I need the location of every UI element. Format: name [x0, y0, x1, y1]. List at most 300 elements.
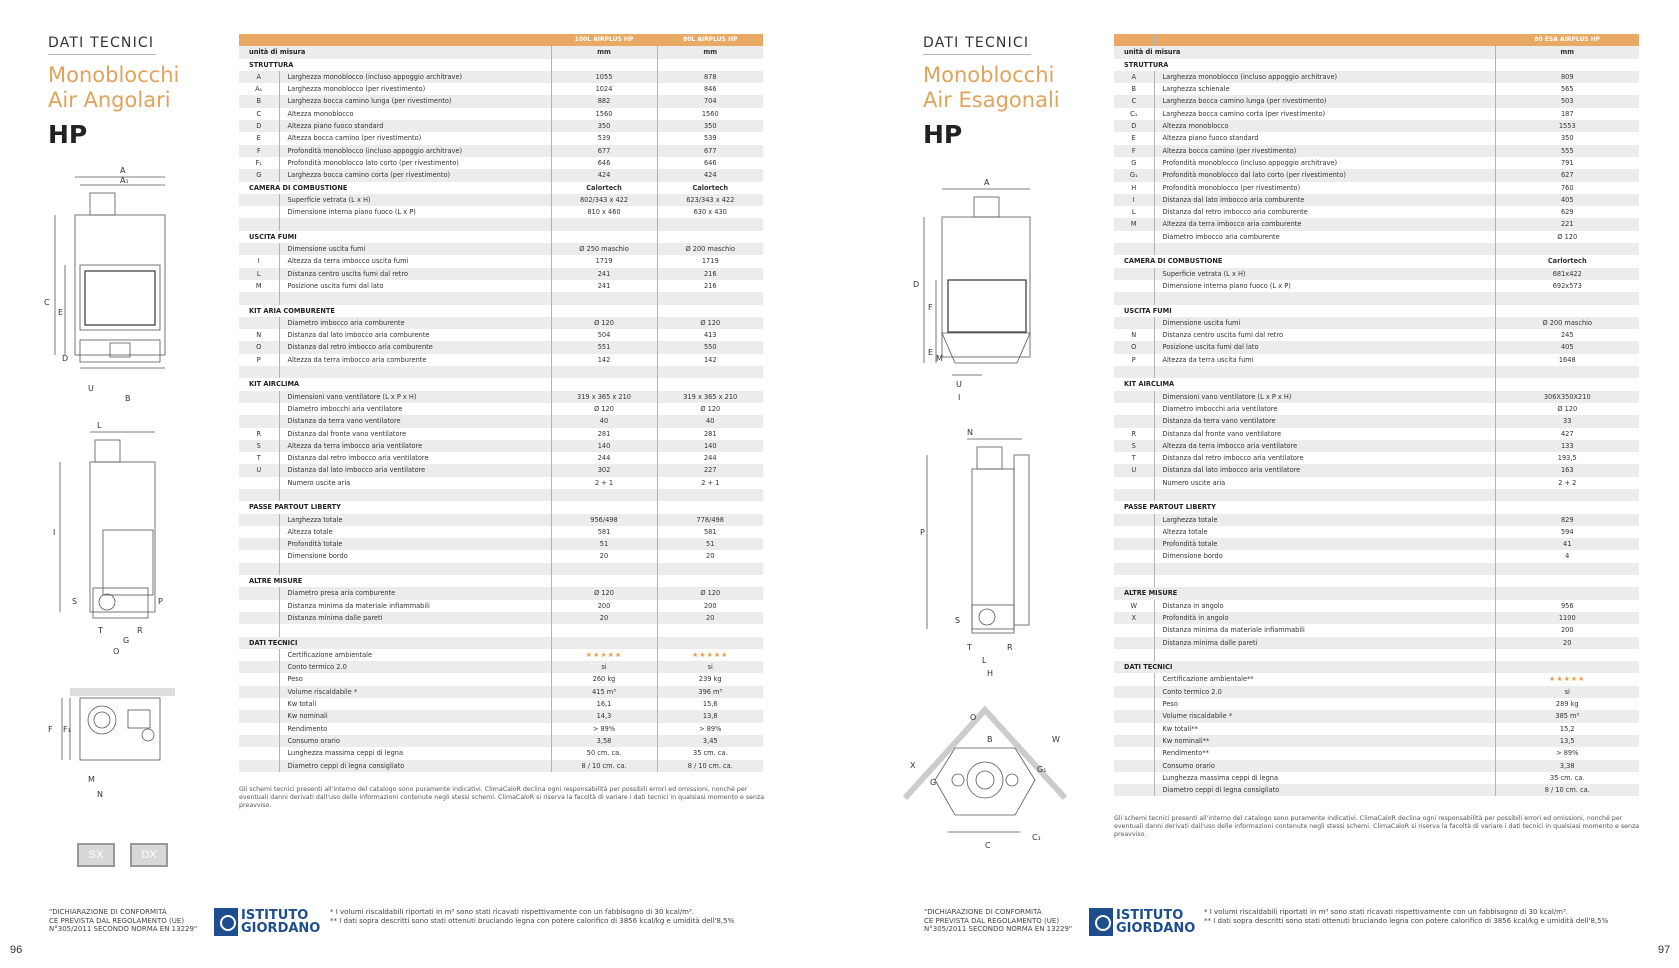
value-cell [1495, 587, 1639, 599]
value-cell [551, 637, 657, 649]
row-label: Larghezza totale [279, 514, 551, 526]
row-label: Altezza da terra imbocco aria comburente [279, 354, 551, 366]
logo-text-2: GIORDANO [1116, 921, 1196, 936]
dimension-key [239, 698, 279, 710]
table-row [239, 218, 763, 230]
row-label: Dimensione bordo [1154, 550, 1495, 562]
row-label: Distanza dal lato imbocco aria comburente [1154, 194, 1495, 206]
dimension-key [1114, 575, 1154, 587]
row-label: Altezza da terra imbocco aria ventilatore [279, 440, 551, 452]
dimension-key: N [239, 329, 279, 341]
dimension-key: D [1114, 120, 1154, 132]
table-row [1114, 391, 1639, 403]
value-cell [657, 231, 763, 243]
dim-label: O [970, 713, 977, 722]
dimension-key: U [239, 464, 279, 476]
dimension-key [1114, 268, 1154, 280]
row-label: Profondità monoblocco (incluso appoggio architrave) [1154, 157, 1495, 169]
row-label: Altezza monoblocco [279, 108, 551, 120]
value-cell: 35 cm. ca. [1550, 773, 1585, 782]
row-label: Profondità totale [1154, 538, 1495, 550]
row-label: Distanza minima da materiale infiammabili [1154, 624, 1495, 636]
table-row [239, 661, 763, 673]
dimension-key [1114, 637, 1154, 649]
section-label: ALTRE MISURE [1114, 587, 1495, 599]
value-cell: 1719 [701, 257, 719, 266]
row-label: Distanza dal lato imbocco aria comburente [279, 329, 551, 341]
value-cell: 2 + 2 [1558, 478, 1577, 487]
row-label: Distanza dal fronte vano ventilatore [279, 428, 551, 440]
value-cell: 504 [551, 329, 657, 341]
dimension-key: L [239, 268, 279, 280]
section-row [239, 575, 763, 587]
dimension-key [1114, 686, 1154, 698]
row-label: Conto termico 2.0 [279, 661, 551, 673]
row-label: Dimensione bordo [279, 550, 551, 562]
dim-label: G [930, 778, 937, 787]
dimension-key [1114, 760, 1154, 772]
dim-label: C [44, 298, 50, 307]
section-label: USCITA FUMI [1114, 305, 1495, 317]
value-cell: 241 [551, 280, 657, 292]
value-cell: 551 [551, 341, 657, 353]
logo-mark-icon [214, 908, 238, 936]
dimension-key: I [1114, 194, 1154, 206]
row-label: Peso [1154, 698, 1495, 710]
value-cell: 565 [1560, 85, 1574, 94]
section-label: DATI TECNICI [1114, 661, 1495, 673]
row-label: Distanza in angolo [1154, 600, 1495, 612]
value-cell: 427 [1560, 429, 1574, 438]
value-cell [657, 366, 763, 378]
value-cell: 1719 [551, 255, 657, 267]
dimension-key: O [239, 341, 279, 353]
dim-label: N [967, 428, 973, 437]
table-row [1114, 132, 1639, 144]
logo-text-1: ISTITUTO [1116, 908, 1184, 923]
dimension-key [1114, 317, 1154, 329]
logo-text-1: ISTITUTO [241, 908, 309, 923]
value-cell: 627 [1495, 169, 1639, 181]
dimension-key: D [239, 120, 279, 132]
table-row [239, 760, 763, 772]
value-cell [551, 489, 657, 501]
dim-label: N [97, 790, 103, 799]
row-label: Larghezza bocca camino lunga (per rivestimento) [279, 95, 551, 107]
model-title: HP [923, 120, 963, 149]
value-cell: 216 [703, 281, 717, 290]
row-label: Diametro imbocchi aria ventilatore [279, 403, 551, 415]
value-cell: 2 + 1 [551, 477, 657, 489]
row-label: Profondità monoblocco lato corto (per rivestimento) [279, 157, 551, 169]
row-label: Numero uscite aria [1154, 477, 1495, 489]
value-cell: 193,5 [1557, 454, 1577, 463]
dimension-key [1114, 698, 1154, 710]
table-row [1114, 477, 1639, 489]
dimension-key: F [1114, 145, 1154, 157]
section-heading: DATI TECNICI [48, 35, 156, 55]
column-header: 80 ESA AIRPLUS HP [1495, 34, 1639, 46]
table-row [239, 686, 763, 698]
value-cell: 778/498 [657, 514, 763, 526]
dim-label: G₁ [1037, 765, 1047, 774]
table-row [239, 428, 763, 440]
row-label: Distanza minima dalle pareti [1154, 637, 1495, 649]
value-cell: Ø 200 maschio [1495, 317, 1639, 329]
row-label: Altezza bocca camino (per rivestimento) [279, 132, 551, 144]
value-cell: 692x573 [1552, 281, 1582, 290]
dim-label: X [910, 761, 916, 770]
value-cell: mm [551, 46, 657, 58]
section-label: unità di misura [239, 46, 551, 58]
row-label: Superficie vetrata (L x H) [279, 194, 551, 206]
row-label: Consumo orario [279, 735, 551, 747]
table-row [1114, 784, 1639, 796]
section-label: STRUTTURA [1114, 59, 1495, 71]
dim-label: H [987, 669, 994, 678]
row-label: Volume riscaldabile * [279, 686, 551, 698]
row-label: Diametro ceppi di legna consigliato [279, 760, 551, 772]
value-cell: 20 [551, 550, 657, 562]
row-label: Profondità monoblocco (incluso appoggio architrave) [279, 145, 551, 157]
dimension-key [239, 587, 279, 599]
dimension-key [1114, 710, 1154, 722]
dimension-key: C [239, 108, 279, 120]
section-row [239, 501, 763, 513]
value-cell: 424 [551, 169, 657, 181]
table-row [1114, 145, 1639, 157]
value-cell: Ø 120 [700, 404, 721, 413]
table-row [1114, 341, 1639, 353]
dim-label: L [982, 656, 987, 665]
value-cell: 51 [551, 538, 657, 550]
dimension-key [239, 415, 279, 427]
dimension-key [239, 403, 279, 415]
value-cell: 20 [551, 612, 657, 624]
row-label: Lunghezza massima ceppi di legna [279, 747, 551, 759]
front-view-drawing [912, 175, 1042, 410]
sx-button[interactable]: SX [77, 843, 115, 867]
table-row [1114, 366, 1639, 378]
dim-label: R [1007, 643, 1013, 652]
value-cell: 550 [657, 341, 763, 353]
value-cell: 956/498 [551, 514, 657, 526]
value-cell: 40 [657, 415, 763, 427]
table-row [1114, 710, 1639, 722]
dimension-key [239, 292, 279, 304]
dimension-key [239, 538, 279, 550]
dim-label: F [928, 303, 933, 312]
table-row [1114, 600, 1639, 612]
table-row [1114, 268, 1639, 280]
dimension-key [1114, 747, 1154, 759]
row-label: Dimensione interna piano fuoco (L x P) [1154, 280, 1495, 292]
row-label: Profondità in angolo [1154, 612, 1495, 624]
dimension-key: E [239, 132, 279, 144]
row-label [1154, 366, 1495, 378]
dimension-key [239, 243, 279, 255]
table-row [1114, 760, 1639, 772]
table-row [239, 563, 763, 575]
front-view-drawing [40, 165, 170, 405]
row-label [1154, 243, 1495, 255]
value-cell: 1100 [1495, 612, 1639, 624]
dimension-key [1114, 563, 1154, 575]
dimension-key [1114, 391, 1154, 403]
row-label: Diametro imbocco aria comburente [279, 317, 551, 329]
section-row [1114, 255, 1639, 267]
table-row [1114, 292, 1639, 304]
row-label: Distanza minima da materiale infiammabili [279, 600, 551, 612]
section-label: PASSE PARTOUT LIBERTY [239, 501, 551, 513]
header-cell [1154, 34, 1495, 46]
row-label: Larghezza monoblocco (per rivestimento) [279, 83, 551, 95]
row-label: Distanza dal retro imbocco aria comburente [279, 341, 551, 353]
plan-view-drawing [40, 680, 180, 810]
row-label: Larghezza bocca camino corta (per rivestimento) [1154, 108, 1495, 120]
dim-label: O [113, 647, 120, 656]
value-cell: 802/343 x 422 [551, 194, 657, 206]
value-cell: 8 / 10 cm. ca. [551, 760, 657, 772]
table-row [1114, 403, 1639, 415]
value-cell: 319 x 365 x 210 [657, 391, 763, 403]
table-row [1114, 514, 1639, 526]
row-label: Dimensione uscita fumi [279, 243, 551, 255]
table-row [239, 354, 763, 366]
value-cell: 20 [657, 612, 763, 624]
value-cell: 200 [551, 600, 657, 612]
value-cell: 629 [1560, 208, 1574, 217]
disclaimer-note: Gli schemi tecnici presenti all'interno del catalogo sono puramente indicativi. ClimaCaloR declina ogni responsabilità per possibili errori ed omissioni, nonché per eventuali danni derivati dall'uso delle informazioni contenute negli stessi schemi. ClimaCaloR si riserva la facoltà di variare i dati tecnici in qualsiasi momento e senza preavviso. [1114, 815, 1640, 838]
section-label: USCITA FUMI [239, 231, 551, 243]
value-cell: Ø 120 [657, 587, 763, 599]
table-row [239, 145, 763, 157]
footnotes: * I volumi riscaldabili riportati in m³ sono stati ricavati rispettivamente con un fabbisogno di 30 kcal/m³. ** I dati sopra descritti sono stati ottenuti bruciando legna con potere calorifico di 3856 kcal/kg e umidità dell'8,5% [1204, 908, 1609, 925]
value-cell: 281 [551, 428, 657, 440]
dimension-key: A [1114, 71, 1154, 83]
row-label [1154, 575, 1495, 587]
row-label: Distanza dal fronte vano ventilatore [1154, 428, 1495, 440]
value-cell: 677 [657, 145, 763, 157]
dim-label: S [955, 616, 961, 625]
row-label: Dimensione interna piano fuoco (L x P) [279, 206, 551, 218]
row-label: Profondità monoblocco dal lato corto (per rivestimento) [1154, 169, 1495, 181]
table-row [1114, 120, 1639, 132]
value-cell: 319 x 365 x 210 [551, 391, 657, 403]
value-cell: 677 [551, 145, 657, 157]
table-row [239, 157, 763, 169]
value-cell: Ø 120 [1557, 404, 1578, 413]
dim-label: U [88, 384, 94, 393]
table-row [239, 673, 763, 685]
table-row [1114, 169, 1639, 181]
value-cell [1495, 243, 1639, 255]
value-cell: 227 [657, 464, 763, 476]
row-label [279, 563, 551, 575]
dimension-key: B [239, 95, 279, 107]
table-row [239, 108, 763, 120]
table-row [1114, 649, 1639, 661]
value-cell: 13,8 [657, 710, 763, 722]
value-cell [657, 378, 763, 390]
table-row [1114, 489, 1639, 501]
value-cell: 163 [1495, 464, 1639, 476]
value-cell [551, 563, 657, 575]
row-label: Altezza piano fuoco standard [1154, 132, 1495, 144]
value-cell: 413 [703, 331, 717, 340]
section-row [1114, 59, 1639, 71]
header-cell [279, 34, 551, 46]
dimension-key [239, 194, 279, 206]
value-cell: 20 [1495, 637, 1639, 649]
section-label: unità di misura [1114, 46, 1495, 58]
dimension-key: T [239, 452, 279, 464]
dim-label: W [1052, 735, 1060, 744]
section-label: CAMERA DI COMBUSTIONE [1114, 255, 1495, 267]
spec-table-left [239, 34, 763, 772]
dimension-key: P [239, 354, 279, 366]
dimension-key [1114, 526, 1154, 538]
value-cell: si [657, 661, 763, 673]
value-cell [1495, 501, 1639, 513]
value-cell: 3,45 [657, 735, 763, 747]
value-cell: 646 [551, 157, 657, 169]
value-cell: 4 [1565, 552, 1570, 561]
value-cell: Calortech [551, 182, 657, 194]
value-cell: si [551, 661, 657, 673]
section-row [1114, 46, 1639, 58]
dimension-key: P [1114, 354, 1154, 366]
row-label: Consumo orario [1154, 760, 1495, 772]
value-cell: 14,3 [551, 710, 657, 722]
value-cell: 882 [551, 95, 657, 107]
dimension-key: M [1114, 218, 1154, 230]
row-label: Distanza da terra vano ventilatore [1154, 415, 1495, 427]
dx-button[interactable]: DX [130, 843, 168, 867]
value-cell: 306X350X210 [1495, 391, 1639, 403]
value-cell: 350 [657, 120, 763, 132]
table-row [1114, 575, 1639, 587]
value-cell [551, 501, 657, 513]
row-label: Altezza da terra uscita fumi [1154, 354, 1495, 366]
dimension-key: O [1114, 341, 1154, 353]
value-cell: ★★★★★ [1549, 675, 1586, 684]
row-label: Distanza dal lato imbocco aria ventilatore [279, 464, 551, 476]
dim-label: B [987, 735, 993, 744]
row-label: Altezza da terra imbocco uscita fumi [279, 255, 551, 267]
value-cell: Ø 120 [551, 587, 657, 599]
dim-label: D [62, 354, 69, 363]
row-label: Lunghezza massima ceppi di legna [1154, 772, 1495, 784]
row-label: Kw nominali [279, 710, 551, 722]
value-cell [657, 575, 763, 587]
dim-label: T [98, 626, 103, 635]
value-cell: 956 [1560, 601, 1574, 610]
dimension-key: C [1114, 95, 1154, 107]
spec-table-right [1114, 34, 1639, 796]
row-label [1154, 292, 1495, 304]
table-row [239, 366, 763, 378]
dimension-key [239, 624, 279, 636]
value-cell [551, 366, 657, 378]
product-family-title: Monoblocchi Air Esagonali [923, 63, 1060, 112]
dimension-key [1114, 366, 1154, 378]
dim-label: M [936, 354, 943, 363]
dimension-key [239, 673, 279, 685]
dim-label: F₁ [63, 725, 71, 734]
dimension-key [1114, 772, 1154, 784]
table-row [239, 624, 763, 636]
left-page [0, 0, 839, 968]
value-cell: 415 m³ [551, 686, 657, 698]
value-cell [551, 305, 657, 317]
value-cell: 810 x 460 [551, 206, 657, 218]
row-label: Distanza dal retro imbocco aria ventilatore [1154, 452, 1495, 464]
table-row [1114, 83, 1639, 95]
value-cell [551, 624, 657, 636]
table-row [239, 526, 763, 538]
row-label: Altezza bocca camino (per rivestimento) [1154, 145, 1495, 157]
dim-label: I [53, 528, 56, 537]
row-label: Dimensioni vano ventilatore (L x P x H) [1154, 391, 1495, 403]
row-label [279, 624, 551, 636]
row-label: Altezza piano fuoco standard [279, 120, 551, 132]
value-cell [551, 378, 657, 390]
row-label: Rendimento [279, 723, 551, 735]
dimension-key [1114, 624, 1154, 636]
row-label: Distanza dal retro imbocco aria ventilatore [279, 452, 551, 464]
table-row [1114, 624, 1639, 636]
section-label: STRUTTURA [239, 59, 551, 71]
value-cell [551, 575, 657, 587]
section-heading: DATI TECNICI [923, 35, 1031, 55]
column-header: 80L AIRPLUS HP [657, 34, 763, 46]
row-label: Diametro ceppi di legna consigliato [1154, 784, 1495, 796]
table-row [1114, 157, 1639, 169]
dimension-key [239, 477, 279, 489]
value-cell: 244 [551, 452, 657, 464]
table-row [239, 120, 763, 132]
dim-label: C₁ [1032, 833, 1041, 842]
dimension-key: A [239, 71, 279, 83]
value-cell: 846 [703, 85, 717, 94]
table-row [1114, 95, 1639, 107]
value-cell: 594 [1560, 527, 1574, 536]
row-label: Profondità monoblocco (per rivestimento) [1154, 182, 1495, 194]
section-label: KIT ARIA COMBURENTE [239, 305, 551, 317]
value-cell: 405 [1495, 341, 1639, 353]
table-row [1114, 526, 1639, 538]
value-cell: ★★★★★ [692, 650, 729, 659]
table-row [1114, 415, 1639, 427]
row-label: Distanza centro uscita fumi dal retro [1154, 329, 1495, 341]
table-row [239, 415, 763, 427]
dimension-key [239, 489, 279, 501]
value-cell: 630 x 430 [693, 208, 727, 217]
value-cell: 809 [1495, 71, 1639, 83]
dimension-key: I [239, 255, 279, 267]
section-row [239, 305, 763, 317]
dimension-key: S [1114, 440, 1154, 452]
table-row [239, 255, 763, 267]
table-row [1114, 280, 1639, 292]
section-label: KIT AIRCLIMA [239, 378, 551, 390]
value-cell: 681x422 [1495, 268, 1639, 280]
value-cell: 1024 [551, 83, 657, 95]
dimension-key: B [1114, 83, 1154, 95]
page-number: 97 [1658, 944, 1671, 956]
table-row [1114, 108, 1639, 120]
